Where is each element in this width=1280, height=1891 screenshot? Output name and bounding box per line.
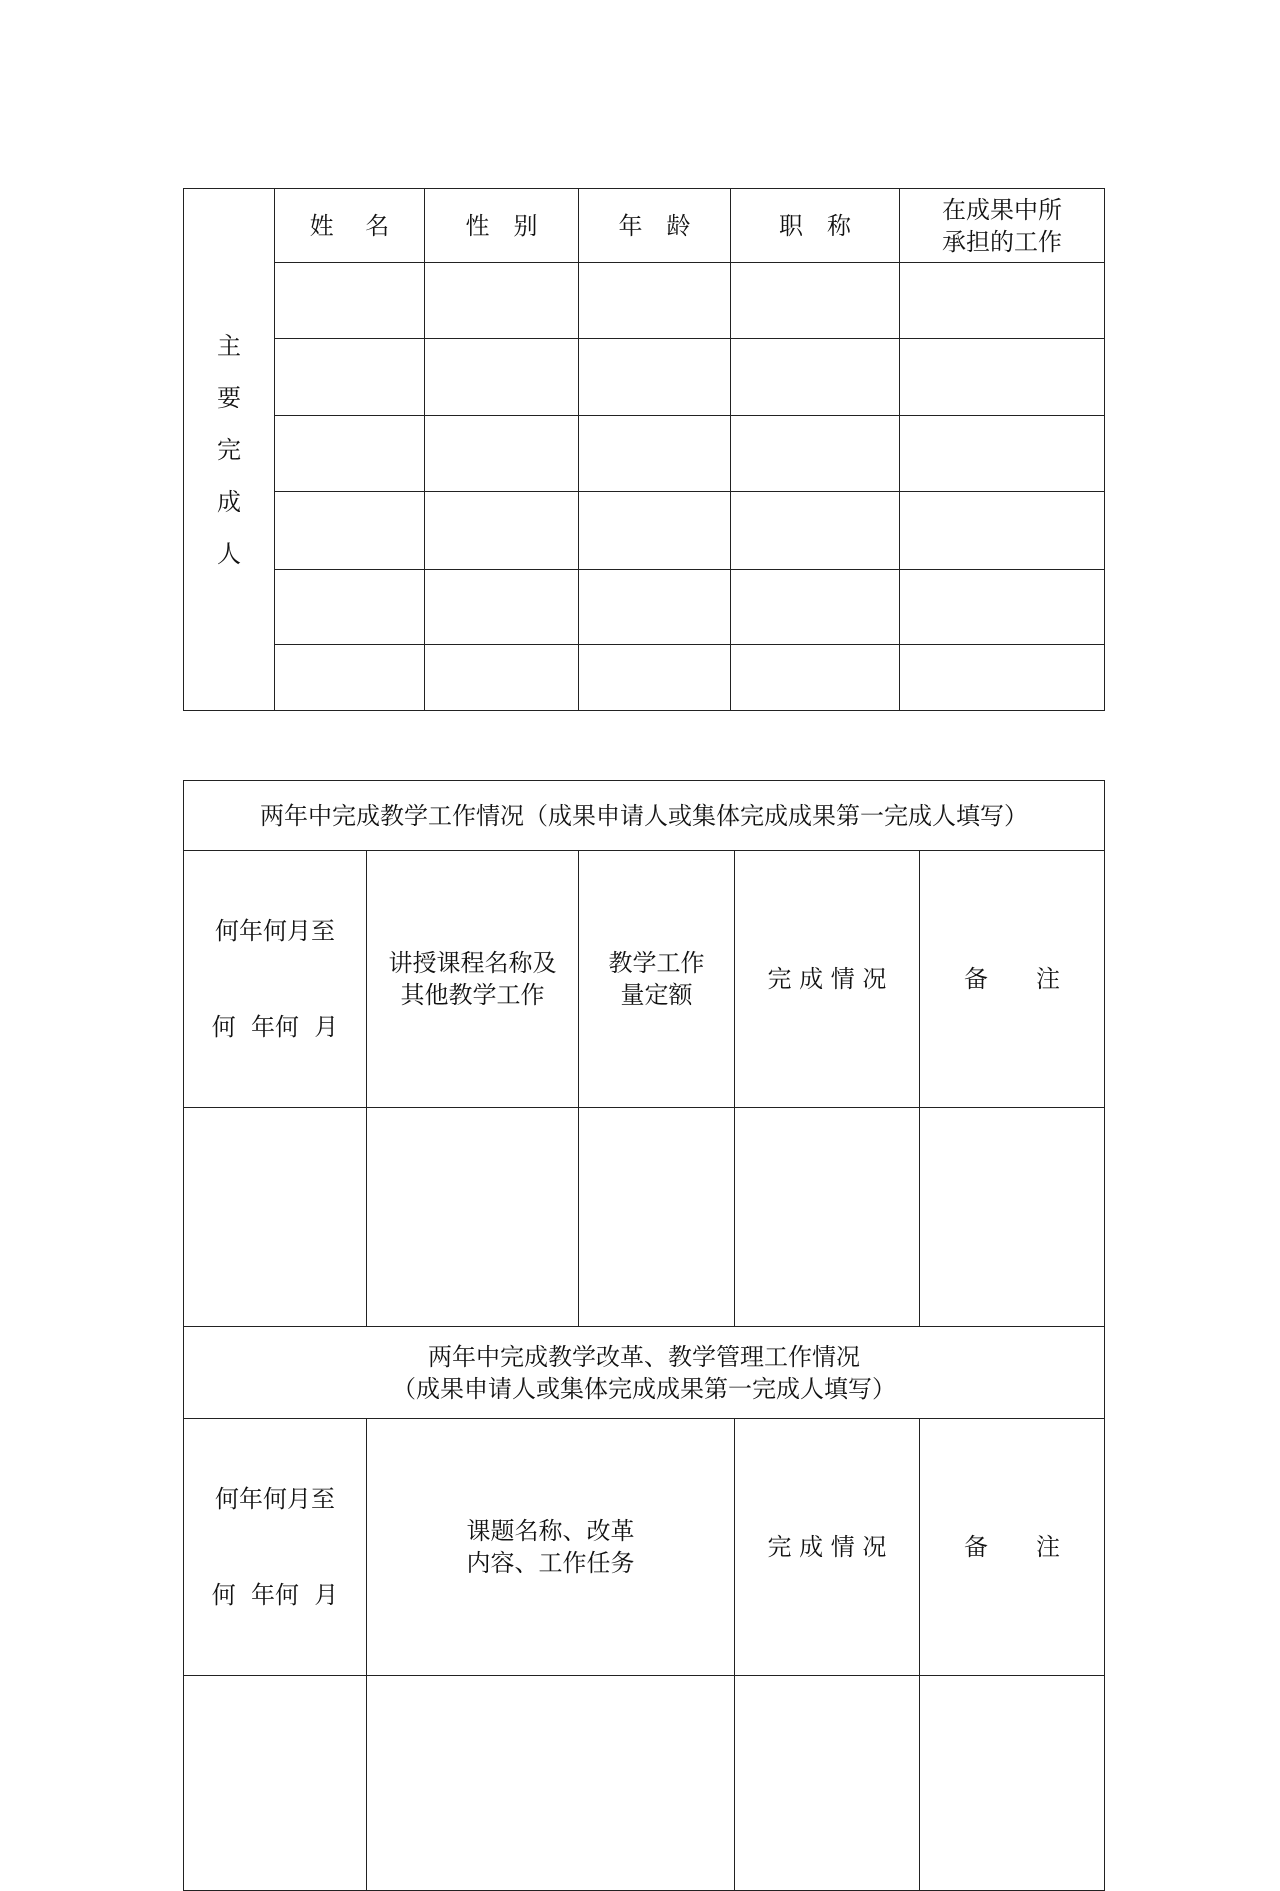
input-cell[interactable] [920,1676,1105,1891]
teaching-header-row [184,851,1105,1108]
input-cell[interactable] [275,570,425,645]
input-cell[interactable] [900,339,1105,416]
input-cell[interactable] [425,263,579,339]
input-cell[interactable] [731,263,900,339]
input-cell[interactable] [579,339,731,416]
input-cell[interactable] [735,1108,920,1327]
input-cell[interactable] [367,1108,579,1327]
label-char: 主 [217,331,241,360]
input-cell[interactable] [275,492,425,570]
label-char: 要 [217,383,241,412]
input-cell[interactable] [425,339,579,416]
header-age: 年 龄 [579,189,731,263]
input-cell[interactable] [579,570,731,645]
header-period: 何年何月至 何 年何 月 [184,1419,367,1676]
input-cell[interactable] [275,416,425,492]
header-topic: 课题名称、改革 内容、工作任务 [367,1419,735,1676]
table-row [184,570,1105,645]
teaching-section-title: 两年中完成教学工作情况（成果申请人或集体完成成果第一完成人填写） [184,781,1105,851]
header-name: 姓 名 [275,189,425,263]
teaching-table [183,780,1105,1891]
header-course: 讲授课程名称及 其他教学工作 [367,851,579,1108]
input-cell[interactable] [275,263,425,339]
table-row [184,645,1105,711]
input-cell[interactable] [900,645,1105,711]
table-row [184,492,1105,570]
label-char: 人 [217,539,241,568]
input-cell[interactable] [731,570,900,645]
header-note: 备 注 [920,851,1105,1108]
table-row [184,1108,1105,1327]
input-cell[interactable] [425,416,579,492]
header-status: 完 成 情 况 [735,1419,920,1676]
input-cell[interactable] [579,645,731,711]
header-role: 在成果中所 承担的工作 [900,189,1105,263]
header-title: 职 称 [731,189,900,263]
members-row-label [184,189,275,711]
input-cell[interactable] [579,492,731,570]
input-cell[interactable] [900,492,1105,570]
input-cell[interactable] [579,1108,735,1327]
table-row [184,339,1105,416]
input-cell[interactable] [731,645,900,711]
label-char: 完 [217,435,241,464]
header-gender: 性 别 [425,189,579,263]
input-cell[interactable] [920,1108,1105,1327]
input-cell[interactable] [735,1676,920,1891]
input-cell[interactable] [900,416,1105,492]
input-cell[interactable] [579,263,731,339]
input-cell[interactable] [900,570,1105,645]
header-status: 完 成 情 况 [735,851,920,1108]
table-row [184,416,1105,492]
input-cell[interactable] [275,645,425,711]
members-table [183,188,1105,711]
header-quota: 教学工作 量定额 [579,851,735,1108]
input-cell[interactable] [579,416,731,492]
input-cell[interactable] [425,645,579,711]
input-cell[interactable] [275,339,425,416]
input-cell[interactable] [731,339,900,416]
table-row [184,263,1105,339]
input-cell[interactable] [731,416,900,492]
header-period: 何年何月至 何 年何 月 [184,851,367,1108]
input-cell[interactable] [731,492,900,570]
input-cell[interactable] [425,492,579,570]
input-cell[interactable] [184,1108,367,1327]
header-note: 备 注 [920,1419,1105,1676]
input-cell[interactable] [900,263,1105,339]
reform-header-row [184,1419,1105,1676]
table-row [184,1676,1105,1891]
input-cell[interactable] [367,1676,735,1891]
input-cell[interactable] [425,570,579,645]
reform-section-title: 两年中完成教学改革、教学管理工作情况 （成果申请人或集体完成成果第一完成人填写） [184,1327,1105,1419]
input-cell[interactable] [184,1676,367,1891]
label-char: 成 [217,487,241,516]
